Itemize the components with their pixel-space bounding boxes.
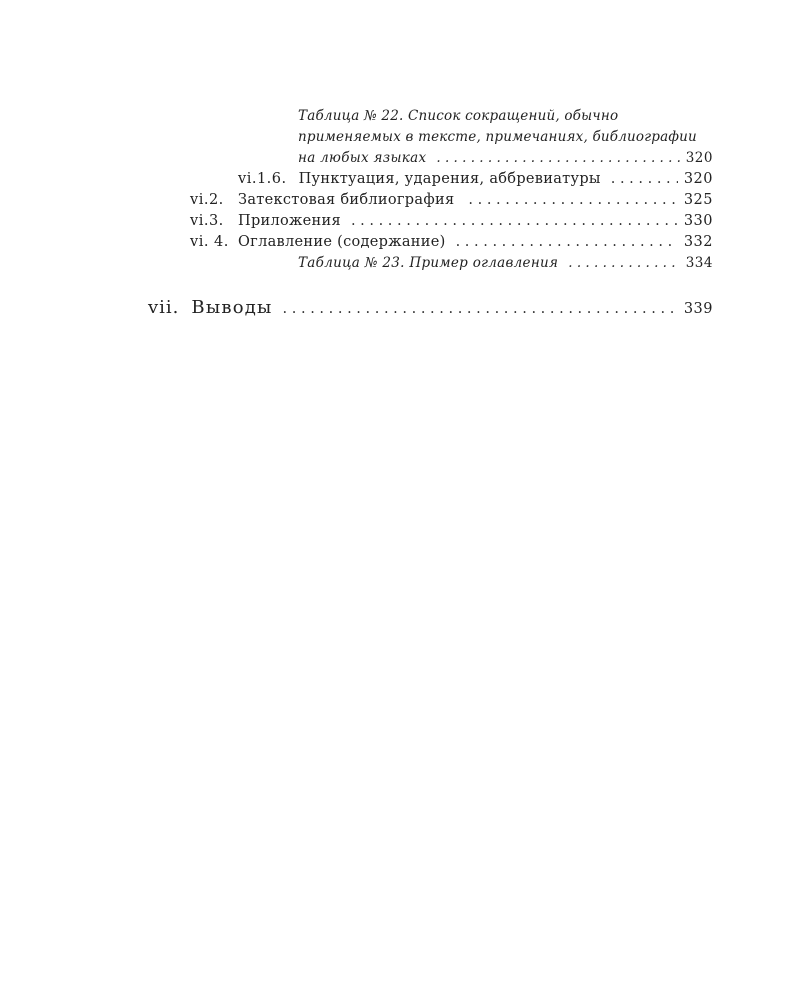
dot-leader [436,148,679,169]
toc-entry-title: Приложения [238,213,341,229]
toc-section-number: vi.2. [190,192,224,208]
toc-entry-title: на любых языках [298,150,427,166]
toc-page-number: 330 [683,213,713,229]
toc-entry-title: Таблица № 23. Пример оглавления [298,255,559,271]
toc-entry-vi-2[interactable] [190,190,713,211]
toc-entry-title: Затекстовая библиография [238,192,455,208]
toc-entry-vi-4[interactable] [190,232,713,253]
toc-entry-table22-line1: Таблица № 22. Список сокращений, обычно [298,108,619,124]
toc-page-number: 320 [683,171,713,187]
toc-page-number: 339 [683,301,713,317]
toc-page-number: 320 [685,150,713,166]
dot-leader [283,297,678,321]
toc-entry-title: Выводы [191,297,273,318]
dot-leader [611,169,678,190]
toc-entry-title: Пунктуация, ударения, аббревиатуры [298,171,601,187]
dot-leader [351,211,678,232]
toc-entry-vi-1-6[interactable] [238,169,713,190]
dot-leader [468,190,677,211]
toc-entry-table22[interactable] [298,148,713,169]
toc-entry-table22-line2: применяемых в тексте, примечаниях, библиографии [298,129,697,145]
dot-leader [568,253,679,274]
toc-page-number: 332 [683,234,713,250]
toc-section-number: vi.1.6. [238,171,287,187]
toc-entry-table23[interactable] [298,253,713,274]
toc-section-number: vi. 4. [190,234,229,250]
dot-leader [456,232,678,253]
toc-entry-title: Оглавление (содержание) [238,234,446,250]
toc-page-number: 334 [685,255,713,271]
toc-section-number: vii. [148,297,180,318]
toc-entry-vi-3[interactable] [190,211,713,232]
toc-entry-vii[interactable] [148,296,713,321]
toc-page-number: 325 [683,192,713,208]
toc-section-number: vi.3. [190,213,224,229]
